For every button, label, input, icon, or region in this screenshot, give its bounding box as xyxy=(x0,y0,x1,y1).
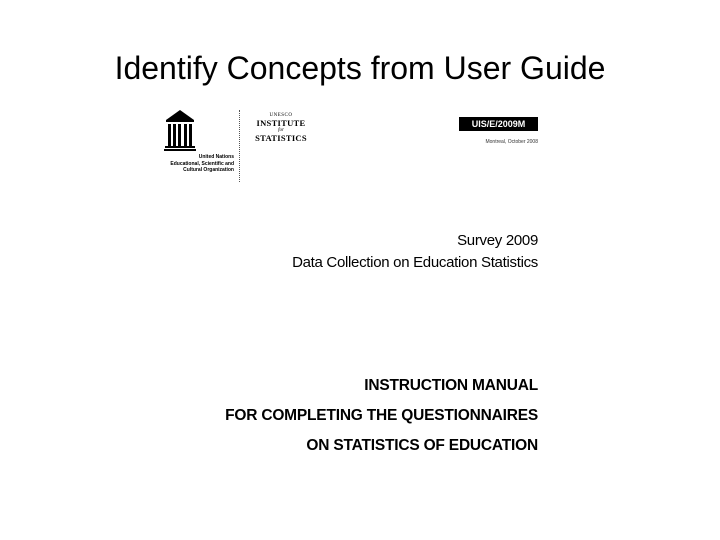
logo-caption-line: Cultural Organization xyxy=(183,167,234,173)
logo-caption-line: United Nations xyxy=(198,154,234,160)
reference-date: Montreal, October 2008 xyxy=(485,139,538,145)
survey-subtitle: Data Collection on Education Statistics xyxy=(292,254,538,271)
institute-logo xyxy=(246,113,316,143)
manual-title-line: FOR COMPLETING THE QUESTIONNAIRES xyxy=(225,407,538,424)
manual-title xyxy=(180,371,538,461)
manual-title-line: INSTRUCTION MANUAL xyxy=(364,377,538,394)
institute-logo-for: for xyxy=(278,128,284,133)
logo-caption-line: Educational, Scientific and xyxy=(170,160,234,167)
institute-logo-name1: INSTITUTE xyxy=(256,118,306,128)
institute-logo-top: UNESCO xyxy=(269,113,293,118)
reference-code: UIS/E/2009M xyxy=(459,117,538,131)
logo-caption xyxy=(162,154,234,174)
institute-logo-name2: STATISTICS xyxy=(255,133,307,143)
logo-divider xyxy=(239,110,240,182)
survey-title: Survey 2009 xyxy=(457,232,538,249)
slide-title: Identify Concepts from User Guide xyxy=(114,50,606,86)
manual-title-line: ON STATISTICS OF EDUCATION xyxy=(306,437,538,454)
